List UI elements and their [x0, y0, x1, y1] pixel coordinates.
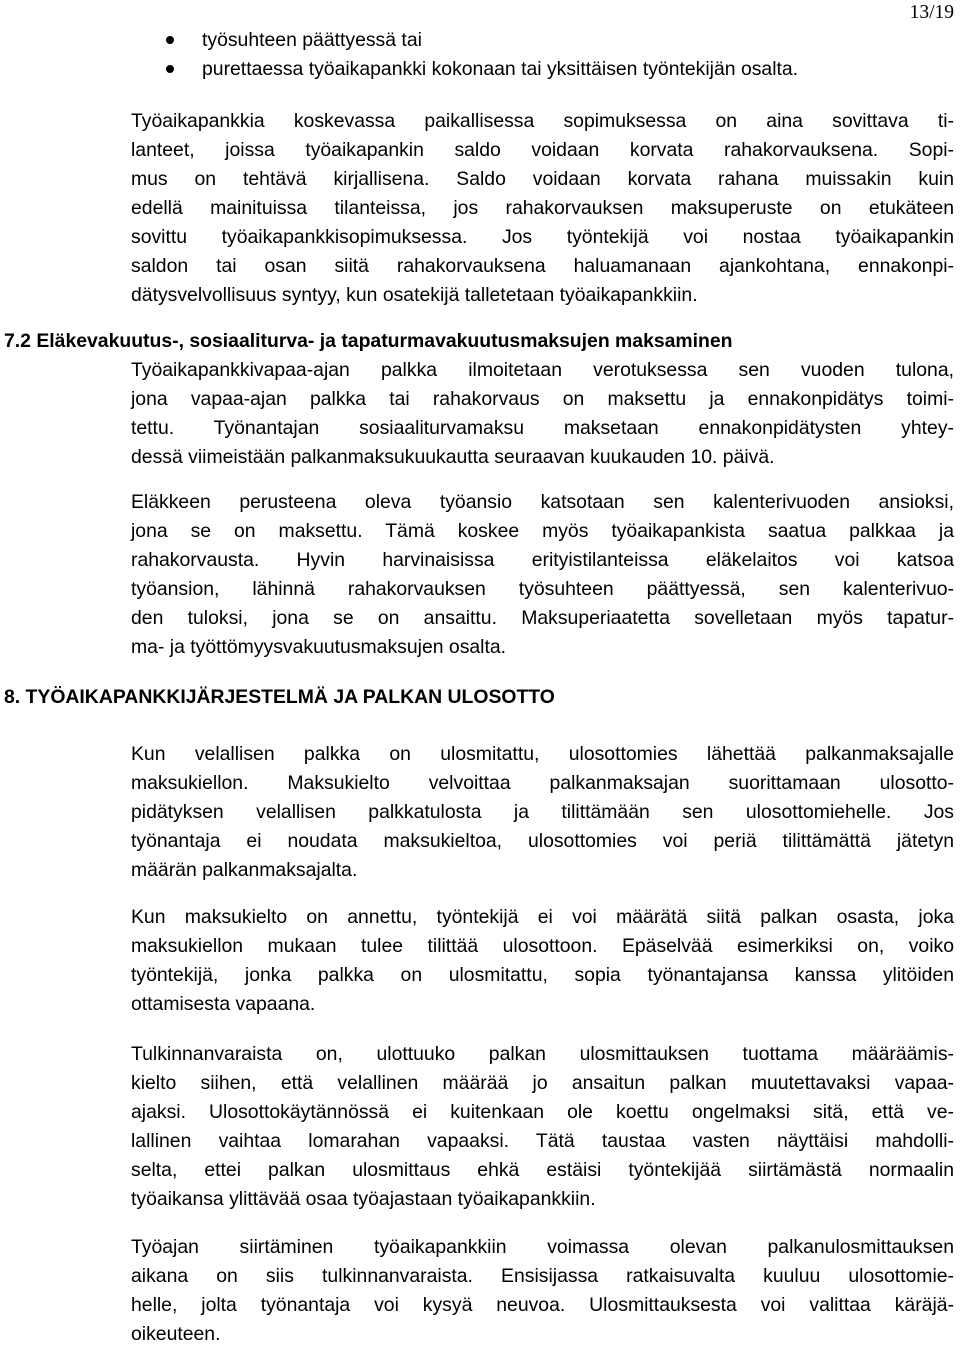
section-heading-8: 8. TYÖAIKAPANKKIJÄRJESTELMÄ JA PALKAN ULOSOTTO — [4, 686, 555, 708]
text-line: Työajan siirtäminen työaikapankkiin voimassa olevan palkanulosmittauksen — [131, 1236, 954, 1258]
paragraph-elakeansio — [131, 488, 954, 662]
page-number: 13/19 — [909, 2, 954, 23]
text-line: lanteet, joissa työaikapankin saldo voidaan korvata rahakorvauksena. Sopi- — [131, 139, 954, 161]
paragraph-maksukielto — [131, 740, 954, 885]
text-line: saldon tai osan siitä rahakorvauksena haluamanaan ajankohtana, ennakonpi- — [131, 255, 954, 277]
text-line: maksukiellon mukaan tulee tilittää ulosottoon. Epäselvää esimerkiksi on, voiko — [131, 935, 954, 957]
text-line: Työaikapankkia koskevassa paikallisessa sopimuksessa on aina sovittava ti- — [131, 110, 954, 132]
paragraph-tulkinta — [131, 1040, 954, 1214]
bullet-text: työsuhteen päättyessä tai — [202, 29, 422, 51]
text-line: pidätyksen velallisen palkkatulosta ja tilittämään sen ulosottomiehelle. Jos — [131, 801, 954, 823]
text-line: mus on tehtävä kirjallisena. Saldo voidaan korvata rahana muissakin kuin — [131, 168, 954, 190]
text-line: rahakorvausta. Hyvin harvinaisissa erityistilanteissa eläkelaitos voi katsoa — [131, 549, 954, 571]
text-line: ottamisesta vapaana. — [131, 993, 316, 1015]
text-line: jona vapaa-ajan palkka tai rahakorvaus on maksettu ja ennakonpidätys toimi- — [131, 388, 954, 410]
text-line: ajaksi. Ulosottokäytännössä ei kuitenkaan ole koettu ongelmaksi sitä, että ve- — [131, 1101, 954, 1123]
bullet-item — [150, 55, 798, 84]
text-line: Tulkinnanvaraista on, ulottuuko palkan ulosmittauksen tuottama määräämis- — [131, 1043, 954, 1065]
paragraph-saldo-korvaus — [131, 107, 954, 310]
bullet-list — [150, 26, 798, 84]
text-line: jona se on maksettu. Tämä koskee myös työaikapankista saatua palkkaa ja — [131, 520, 954, 542]
section-heading-7-2: 7.2 Eläkevakuutus-, sosiaaliturva- ja tapaturmavakuutusmaksujen maksaminen — [4, 330, 733, 352]
text-line: oikeuteen. — [131, 1323, 221, 1345]
text-line: työaikansa ylittävää osaa työajastaan työaikapankkiin. — [131, 1188, 596, 1210]
text-line: den tuloksi, jona se on ansaittu. Maksuperiaatetta sovelletaan myös tapatur- — [131, 607, 954, 629]
text-line: työnantaja ei noudata maksukieltoa, ulosottomies voi periä tilittämättä jätetyn — [131, 830, 954, 852]
paragraph-verotus — [131, 356, 954, 472]
text-line: Kun maksukielto on annettu, työntekijä ei voi määrätä siitä palkan osasta, joka — [131, 906, 954, 928]
text-line: ma- ja työttömyysvakuutusmaksujen osalta. — [131, 636, 507, 658]
text-line: Kun velallisen palkka on ulosmitattu, ulosottomies lähettää palkanmaksajalle — [131, 743, 954, 765]
text-line: edellä mainituissa tilanteissa, jos rahakorvauksen maksuperuste on etukäteen — [131, 197, 954, 219]
bullet-item — [150, 26, 798, 55]
text-line: työansion, lähinnä rahakorvauksen työsuhteen päättyessä, sen kalenterivuo- — [131, 578, 954, 600]
text-line: työntekijä, jonka palkka on ulosmitattu, sopia työnantajansa kanssa ylitöiden — [131, 964, 954, 986]
text-line: dessä viimeistään palkanmaksukuukautta seuraavan kuukauden 10. päivä. — [131, 446, 775, 468]
text-line: Eläkkeen perusteena oleva työansio katsotaan sen kalenterivuoden ansioksi, — [131, 491, 954, 513]
bullet-dot — [166, 65, 174, 73]
bullet-dot — [166, 36, 174, 44]
text-line: selta, ettei palkan ulosmittaus ehkä estäisi työntekijää siirtämästä normaalin — [131, 1159, 954, 1181]
paragraph-siirtaminen — [131, 1233, 954, 1349]
text-line: maksukiellon. Maksukielto velvoittaa palkanmaksajan suorittamaan ulosotto- — [131, 772, 954, 794]
text-line: helle, jolta työnantaja voi kysyä neuvoa. Ulosmittauksesta voi valittaa käräjä- — [131, 1294, 954, 1316]
text-line: lallinen vaihtaa lomarahan vapaaksi. Tätä taustaa vasten näyttäisi mahdolli- — [131, 1130, 954, 1152]
text-line: sovittu työaikapankkisopimuksessa. Jos työntekijä voi nostaa työaikapankin — [131, 226, 954, 248]
text-line: tettu. Työnantajan sosiaaliturvamaksu maksetaan ennakonpidätysten yhtey- — [131, 417, 954, 439]
text-line: dätysvelvollisuus syntyy, kun osatekijä talletetaan työaikapankkiin. — [131, 284, 698, 306]
text-line: kielto siihen, että velallinen määrää jo ansaitun palkan muutettavaksi vapaa- — [131, 1072, 954, 1094]
text-line: määrän palkanmaksajalta. — [131, 859, 358, 881]
text-line: Työaikapankkivapaa-ajan palkka ilmoitetaan verotuksessa sen vuoden tulona, — [131, 359, 954, 381]
text-line: aikana on siis tulkinnanvaraista. Ensisijassa ratkaisuvalta kuuluu ulosottomie- — [131, 1265, 954, 1287]
bullet-text: purettaessa työaikapankki kokonaan tai yksittäisen työntekijän osalta. — [202, 58, 799, 80]
paragraph-palkan-osa — [131, 903, 954, 1019]
